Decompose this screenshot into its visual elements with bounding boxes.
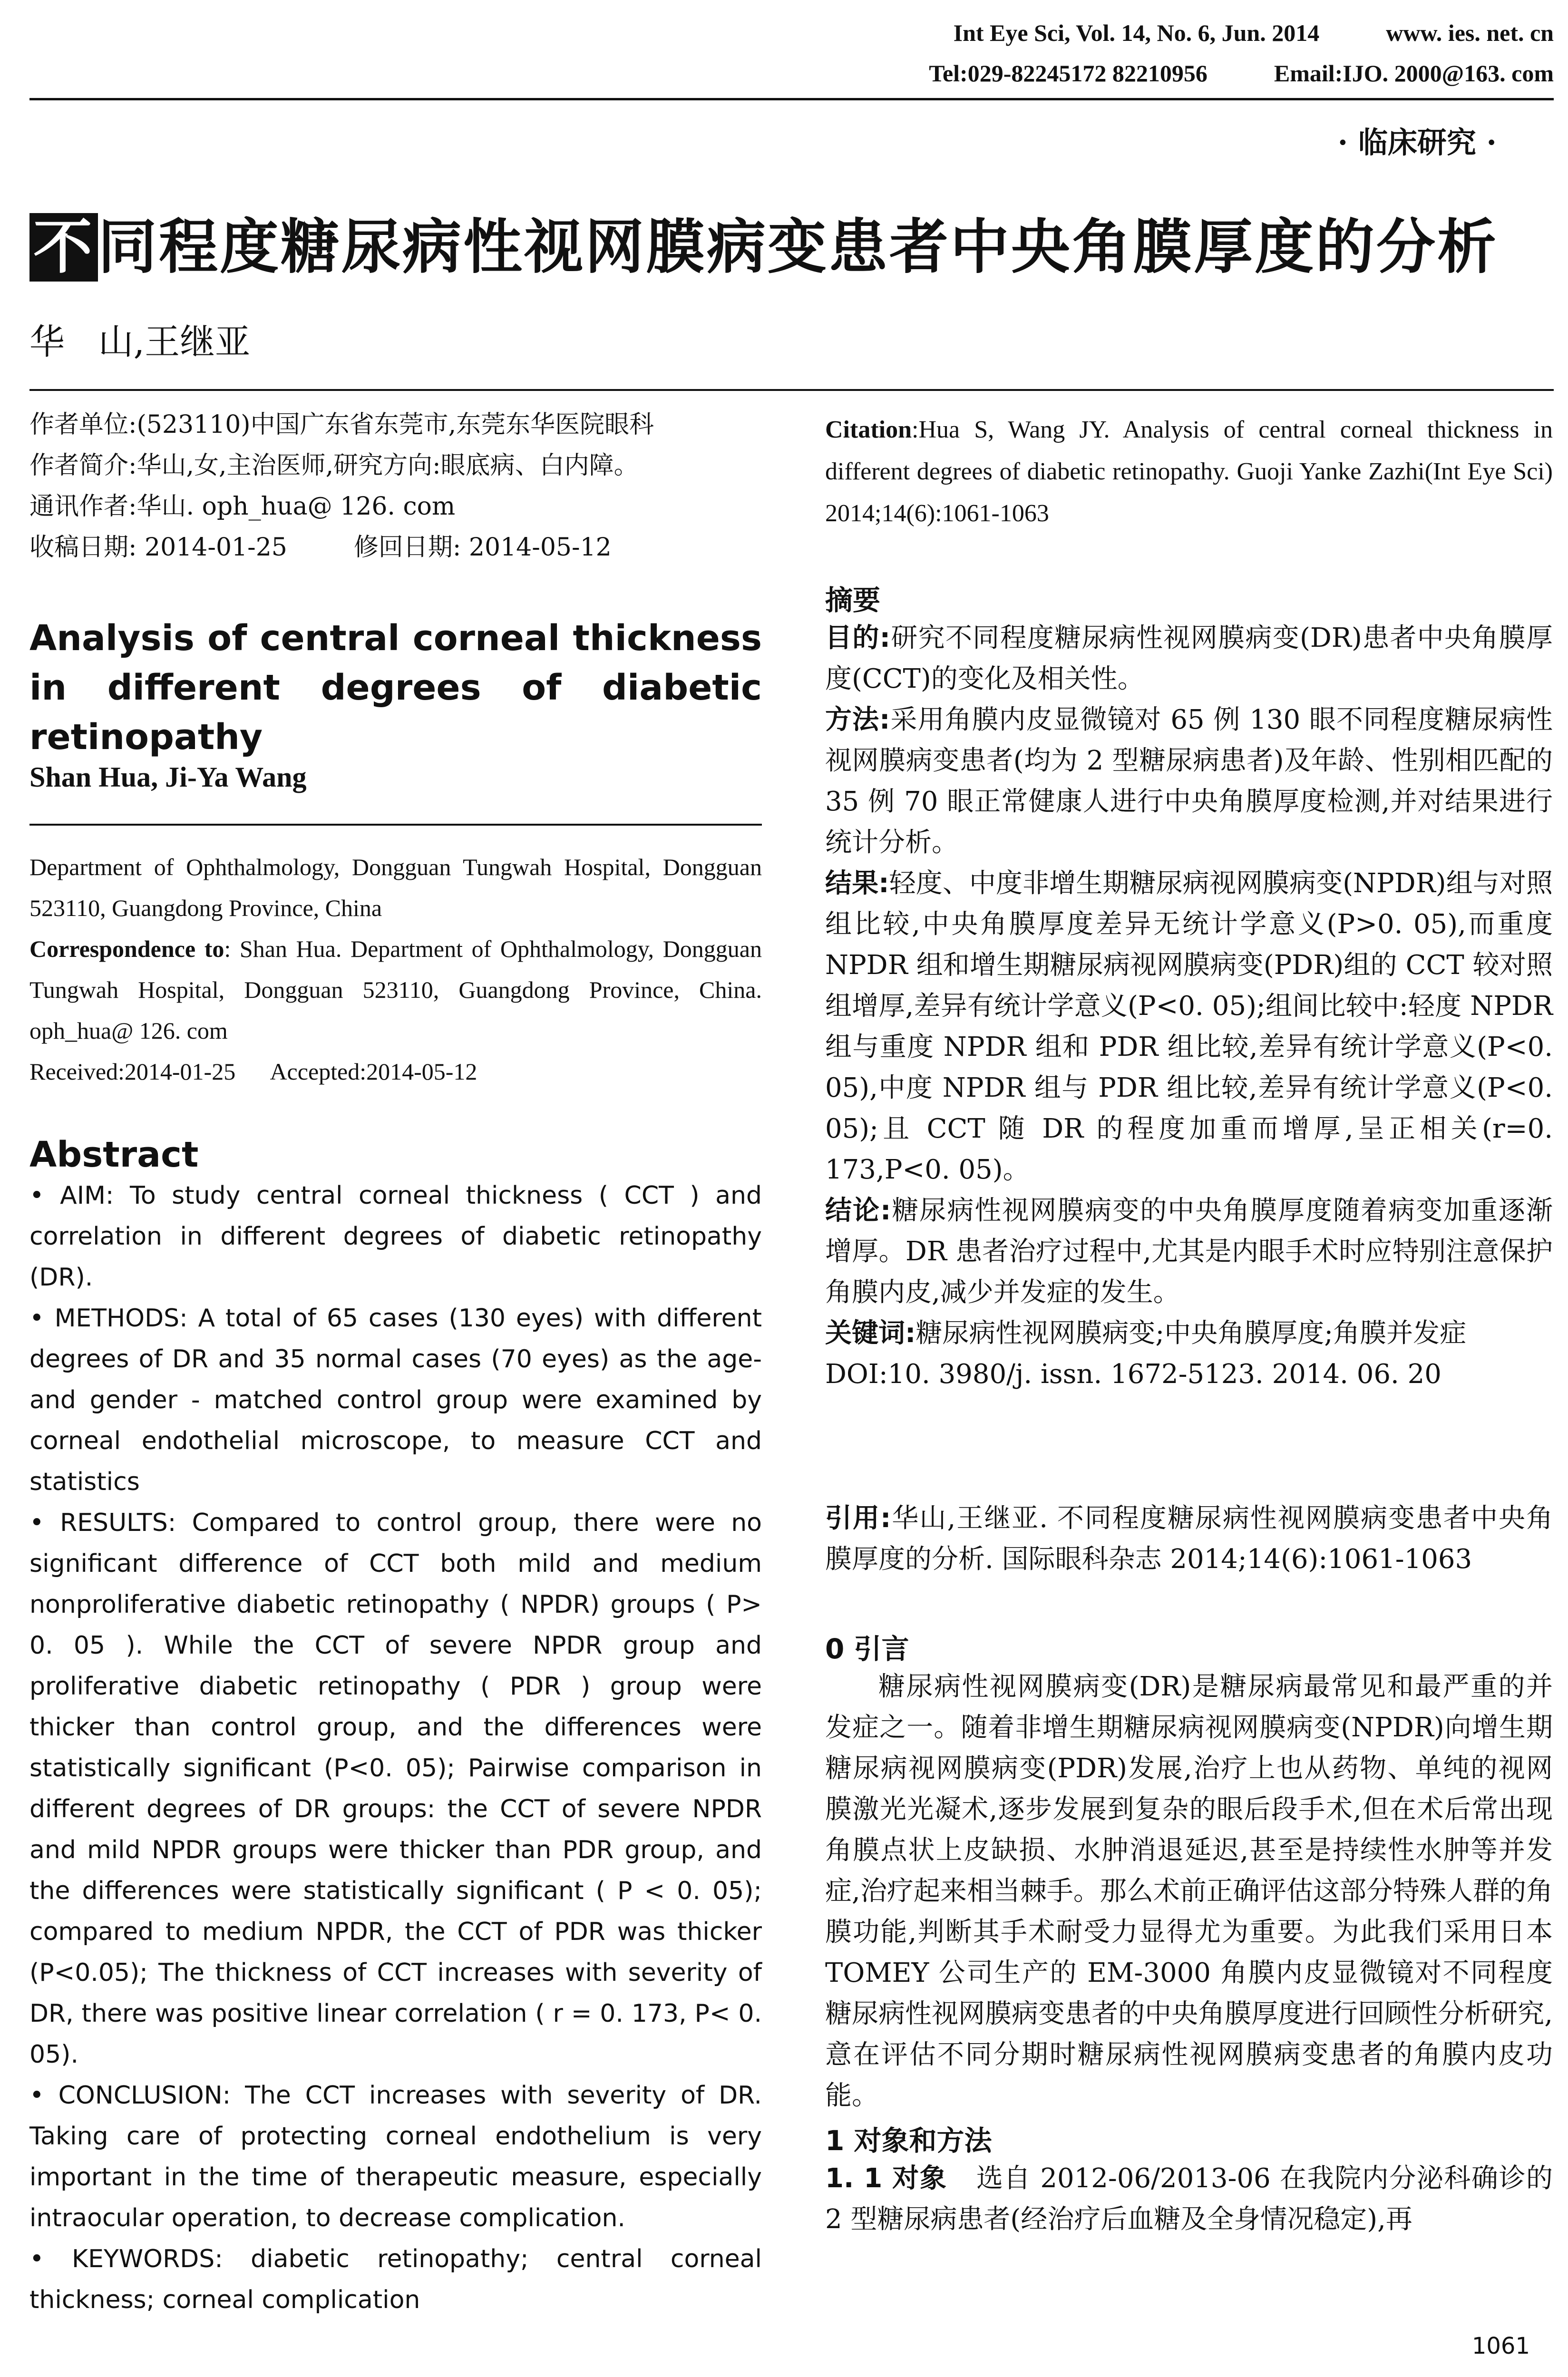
abstract-cn-methods: 方法:采用角膜内皮显微镜对 65 例 130 眼不同程度糖尿病性视网膜病变患者(均为 2 型糖尿病患者)及年龄、性别相匹配的 35 例 70 眼正常健康人进行中央角膜厚度检测,并对结果进行统计分析。 (825, 704, 1553, 858)
citation-label: Citation (825, 416, 912, 443)
english-affiliation (29, 847, 762, 1092)
correspondence-label: Correspondence to (29, 935, 224, 962)
abstract-keywords: • KEYWORDS: diabetic retinopathy; central corneal thickness; corneal complication (29, 2245, 762, 2314)
citation-text: :Hua S, Wang JY. Analysis of central corneal thickness in different degrees of diabetic retinopathy. Guoji Yanke Zazhi(Int Eye Sci) 2014;14(6):1061-1063 (825, 416, 1553, 527)
abstract-results: • RESULTS: Compared to control group, there were no significant difference of CCT both mild and medium nonproliferative diabetic retinopathy ( NPDR) groups ( P> 0. 05 ). While the CCT of severe NPDR group and proliferative diabetic retinopathy ( PDR ) group were thicker than control group, and the differences were statistically significant (P<0. 05); Pairwise comparison in different degrees of DR groups: the CCT of severe NPDR and mild NPDR groups were thicker than PDR group, and the differences were statistically significant ( P < 0. 05); compared to medium NPDR, the CCT of PDR was thicker (P<0.05); The thickness of CCT increases with severity of DR, there was positive linear correlation ( r = 0. 173, P< 0. 05). (29, 1509, 762, 2069)
header-rule (29, 98, 1554, 100)
english-title: Analysis of central corneal thickness in different degrees of diabetic retinopathy (29, 618, 762, 758)
methods-sub-label: 1. 1 对象 (825, 2163, 947, 2194)
abstract-conclusion: • CONCLUSION: The CCT increases with severity of DR. Taking care of protecting corneal endothelium is very important in the time of therapeutic measure, especially intraocular operation, to decrease complication. (29, 2081, 762, 2232)
english-department: Department of Ophthalmology, Dongguan Tungwah Hospital, Dongguan 523110, Guangdong Province, China (29, 854, 762, 921)
abstract-aim: • AIM: To study central corneal thickness ( CCT ) and correlation in different degrees of diabetic retinopathy (DR). (29, 1181, 762, 1292)
abstract-cn-conclusion: 结论:糖尿病性视网膜病变的中央角膜厚度随着病变加重逐渐增厚。DR 患者治疗过程中,尤其是内眼手术时应特别注意保护角膜内皮,减少并发症的发生。 (825, 1195, 1553, 1308)
introduction (825, 1627, 1553, 2240)
author-rule (29, 824, 762, 826)
article-title (29, 200, 1498, 284)
journal-tel: Tel:029-82245172 82210956 (929, 60, 1208, 87)
correspondence-text: : Shan Hua. Department of Ophthalmology, Dongguan Tungwah Hospital, Dongguan 523110, Guangdong Province, China. oph_hua@ 126. com (29, 935, 762, 1044)
dates-cn (29, 527, 762, 568)
abstract-cn (825, 578, 1553, 1395)
section-tag: · 临床研究 · (1337, 125, 1497, 160)
journal-info: Int Eye Sci, Vol. 14, No. 6, Jun. 2014 (953, 19, 1320, 46)
authors-cn: 华 山,王继亚 (29, 321, 251, 362)
methods-text: 1. 1 对象 选自 2012-06/2013-06 在我院内分泌科确诊的 2 型糖尿病患者(经治疗后血糖及全身情况稳定),再 (825, 2163, 1553, 2235)
received-cn: 收稿日期: 2014-01-25 (29, 533, 287, 562)
citation-cn-text: 华山,王继亚. 不同程度糖尿病性视网膜病变患者中央角膜厚度的分析. 国际眼科杂志 2014;14(6):1061-1063 (825, 1503, 1553, 1575)
journal-email: Email:IJO. 2000@163. com (1274, 60, 1554, 87)
page-number: 1061 (1471, 2333, 1530, 2359)
intro-text: 糖尿病性视网膜病变(DR)是糖尿病最常见和最严重的并发症之一。随着非增生期糖尿病视网膜病变(NPDR)向增生期糖尿病视网膜病变(PDR)发展,治疗上也从药物、单纯的视网膜激光光凝术,逐步发展到复杂的眼后段手术,但在术后常出现角膜点状上皮缺损、水肿消退延迟,甚至是持续性水肿等并发症,治疗起来相当棘手。那么术前正确评估这部分特殊人群的角膜功能,判断其手术耐受力显得尤为重要。为此我们采用日本 TOMEY 公司生产的 EM-3000 角膜内皮显微镜对不同程度糖尿病性视网膜病变患者的中央角膜厚度进行回顾性分析研究,意在评估不同分期时糖尿病性视网膜病变患者的角膜内皮功能。 (825, 1671, 1553, 2111)
doi: DOI:10. 3980/j. issn. 1672-5123. 2014. 06. 20 (825, 1359, 1441, 1390)
english-authors: Shan Hua, Ji-Ya Wang (29, 761, 307, 793)
revised-cn: 修回日期: 2014-05-12 (353, 533, 612, 562)
abstract-cn-keywords: 关键词:糖尿病性视网膜病变;中央角膜厚度;角膜并发症 (825, 1318, 1467, 1349)
journal-contact (929, 59, 1554, 87)
journal-header (954, 19, 1554, 47)
english-correspondence (29, 928, 762, 1051)
abstract-cn-results: 结果:轻度、中度非增生期糖尿病视网膜病变(NPDR)组与对照组比较,中央角膜厚度差异无统计学意义(P>0. 05),而重度 NPDR 组和增生期糖尿病视网膜病变(PDR)组的 CCT 较对照组增厚,差异有统计学意义(P<0. 05);组间比较中:轻度 NPDR 组与重度 NPDR 组和 PDR 组比较,差异有统计学意义(P<0. 05),中度 NPDR 组与 PDR 组比较,差异有统计学意义(P<0. 05);且 CCT 随 DR 的程度加重而增厚,呈正相关(r=0. 173,P<0. 05)。 (825, 868, 1553, 1185)
citation-en (825, 409, 1553, 535)
citation-cn-label: 引用: (825, 1503, 891, 1534)
abstract-en (29, 1134, 762, 2320)
intro-heading: 0 引言 (825, 1633, 909, 1665)
title-first-char: 不 (29, 213, 98, 282)
journal-website: www. ies. net. cn (1386, 19, 1554, 46)
abstract-cn-heading: 摘要 (825, 584, 881, 616)
correspondence-cn: 通讯作者:华山. oph_hua@ 126. com (29, 492, 456, 521)
english-received: Received:2014-01-25 Accepted:2014-05-12 (29, 1058, 477, 1085)
author-bio: 作者简介:华山,女,主治医师,研究方向:眼底病、白内障。 (29, 451, 639, 480)
meta-cn (29, 404, 762, 568)
abstract-methods: • METHODS: A total of 65 cases (130 eyes) with different degrees of DR and 35 normal cases (70 eyes) as the age- and gender - matched control group were examined by corneal endothelial microscope, to measure CCT and statistics (29, 1304, 762, 1496)
title-rest: 同程度糖尿病性视网膜病变患者中央角膜厚度的分析 (98, 213, 1499, 282)
abstract-cn-aim: 目的:研究不同程度糖尿病性视网膜病变(DR)患者中央角膜厚度(CCT)的变化及相关性。 (825, 623, 1553, 694)
title-rule (29, 389, 1554, 391)
abstract-heading: Abstract (29, 1134, 199, 1175)
methods-heading: 1 对象和方法 (825, 2124, 992, 2157)
affiliation: 作者单位:(523110)中国广东省东莞市,东莞东华医院眼科 (29, 410, 654, 439)
citation-cn (825, 1498, 1553, 1580)
